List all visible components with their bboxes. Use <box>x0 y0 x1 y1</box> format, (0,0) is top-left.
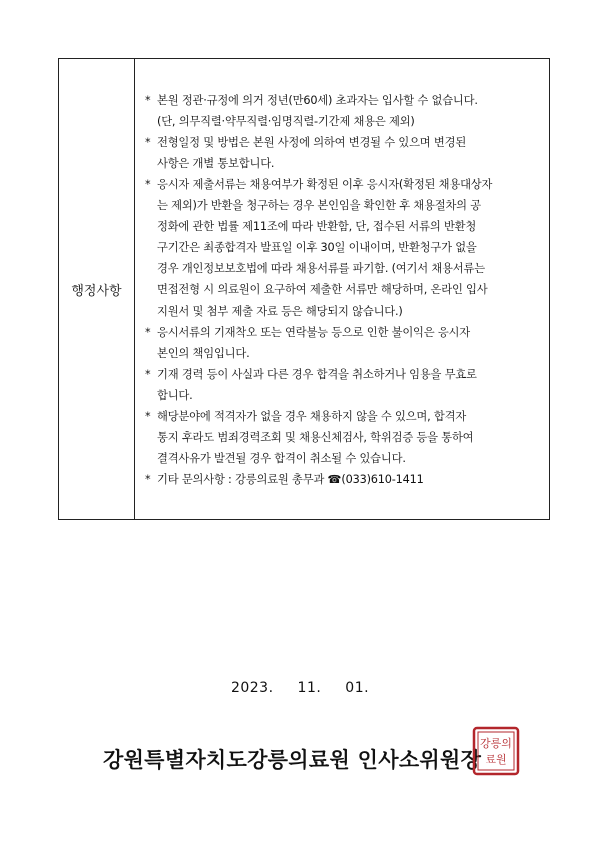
item-line: 정화에 관한 법률 제11조에 따라 반환함, 단, 접수된 서류의 반환청 <box>157 220 477 234</box>
item-line: 기재 경력 등이 사실과 다른 경우 합격을 취소하거나 임용을 무효로 <box>157 367 477 381</box>
svg-text:강릉의: 강릉의 <box>480 737 512 750</box>
bullet-mark: * <box>145 410 151 424</box>
notice-list <box>135 76 549 503</box>
list-item <box>145 364 541 406</box>
list-item <box>145 322 541 364</box>
date-year: 2023. <box>230 680 274 696</box>
item-line: 전형일정 및 방법은 본원 사정에 의하여 변경될 수 있으며 변경된 <box>157 135 467 149</box>
notice-table <box>58 58 550 520</box>
item-line: 통지 후라도 범죄경력조회 및 채용신체검사, 학위검증 등을 통하여 <box>157 431 474 445</box>
item-line: 합니다. <box>157 388 193 402</box>
item-line: 기타 문의사항 : 강릉의료원 총무과 ☎(033)610-1411 <box>157 473 424 487</box>
table-row <box>59 59 550 520</box>
row-content <box>135 59 550 520</box>
item-line: 해당분야에 적격자가 없을 경우 채용하지 않을 수 있으며, 합격자 <box>157 410 467 424</box>
item-line: 지원서 및 첨부 제출 자료 등은 해당되지 않습니다.) <box>157 304 403 318</box>
bullet-mark: * <box>145 473 151 487</box>
list-item <box>145 469 541 490</box>
bullet-mark: * <box>145 367 151 381</box>
bullet-mark: * <box>145 93 151 107</box>
list-item <box>145 174 541 322</box>
bullet-mark: * <box>145 135 151 149</box>
item-line: 구기간은 최종합격자 발표일 이후 30일 이내이며, 반환청구가 없을 <box>157 241 477 255</box>
item-line: 사항은 개별 통보합니다. <box>157 156 275 170</box>
item-line: 응시서류의 기재착오 또는 연락불능 등으로 인한 불이익은 응시자 <box>157 325 470 339</box>
item-line: 는 제외)가 반환을 청구하는 경우 본인임을 확인한 후 채용절차의 공 <box>157 199 481 213</box>
list-item <box>145 90 541 132</box>
bullet-mark: * <box>145 325 151 339</box>
row-label: 행정사항 <box>59 59 135 520</box>
date-month: 11. <box>297 680 322 696</box>
item-line: 면접전형 시 의료원이 요구하여 제출한 서류만 해당하며, 온라인 입사 <box>157 283 488 297</box>
bullet-mark: * <box>145 177 151 191</box>
item-line: 응시자 제출서류는 채용여부가 확정된 이후 응시자(확정된 채용대상자 <box>157 177 493 191</box>
item-line: 본원 정관·규정에 의거 정년(만60세) 초과자는 입사할 수 없습니다. <box>157 93 478 107</box>
list-item <box>145 406 541 469</box>
item-line: (단, 의무직렬·약무직렬·임명직렬-기간제 채용은 제외) <box>157 114 415 128</box>
date-day: 01. <box>345 680 370 696</box>
item-line: 본인의 책임입니다. <box>157 346 250 360</box>
item-line: 경우 개인정보보호법에 따라 채용서류를 파기함. (여기서 채용서류는 <box>157 262 485 276</box>
svg-text:료원: 료원 <box>485 753 507 766</box>
issue-date <box>0 680 600 696</box>
signatory: 강원특별자치도강릉의료원 인사소위원장 <box>103 748 482 772</box>
official-seal <box>472 726 520 776</box>
item-line: 결격사유가 발견될 경우 합격이 취소될 수 있습니다. <box>157 452 406 466</box>
list-item <box>145 132 541 174</box>
